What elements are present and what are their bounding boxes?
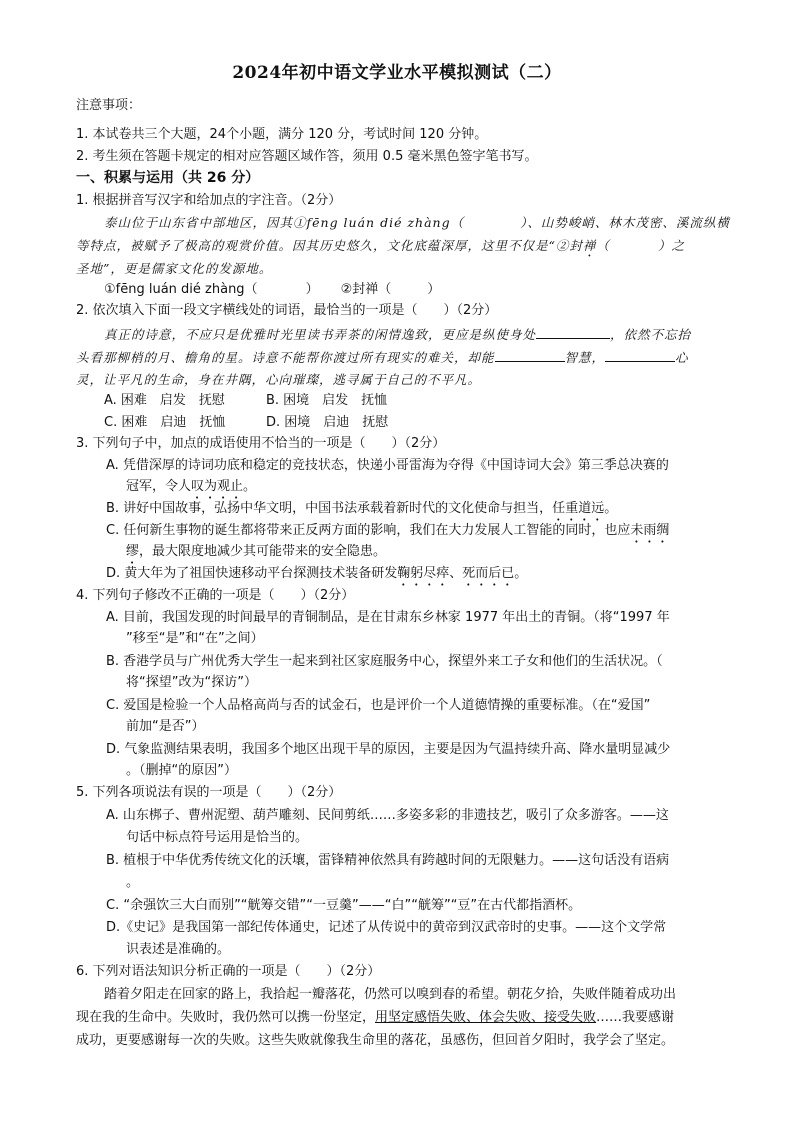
question-4-option-c-cont: 前加“是否”） — [126, 719, 205, 734]
fill-blank — [495, 347, 565, 362]
dotted-idiom: 未雨绸 — [630, 523, 670, 538]
fill-blank — [536, 324, 610, 339]
question-4-option-c: C. 爱国是检验一个人品格高尚与否的试金石，也是评价一个人道德情操的重要标准。（在“爱国” — [106, 698, 651, 713]
fill-blank — [605, 347, 675, 362]
question-2-options — [104, 391, 387, 411]
question-6-passage-line: 踏着夕阳走在回家的路上，我拾起一瓣落花，仍然可以嗅到春的希望。朝花夕拾，失败伴随着成功出 — [104, 987, 677, 1002]
section-heading: 一、积累与运用（共 26 分） — [76, 170, 260, 186]
question-5-option-d-cont: 识表述是准确的。 — [126, 942, 231, 957]
question-5-option-d: D.《史记》是我国第一部纪传体通史，记述了从传说中的黄帝到汉武帝时的史事。——这个文学常 — [106, 920, 667, 935]
question-2-stem: 2. 依次填入下面一段文字横线处的词语，最恰当的一项是（ ）（2分） — [76, 303, 498, 318]
question-6-stem: 6. 下列对语法知识分析正确的一项是（ ）（2分） — [76, 964, 381, 979]
question-2-passage-line: 头看那柳梢的月、檐角的星。诗意不能帮你渡过所有现实的难关，却能 智慧， 心 — [76, 347, 689, 368]
question-4-stem: 4. 下列句子修改不正确的一项是（ ）（2分） — [76, 588, 355, 603]
question-1-stem: 1. 根据拼音写汉字和给加点的字注音。（2分） — [76, 193, 342, 208]
dotted-idiom: 鞠躬尽瘁、死而后已 — [397, 566, 515, 581]
dotted-character: 禅 — [582, 238, 597, 253]
question-5-option-c: C. “余强饮三大白而别”“觥筹交错”“一豆羹”——“白”“觥筹”“豆”在古代都指酒杯。 — [106, 898, 582, 913]
question-2-passage-line: 灵，让平凡的生命，身在井隅，心向璀璨，逃寻属于自己的不平凡。 — [76, 372, 482, 387]
underlined-phrase: 用坚定感悟失败、体会失败、接受失败 — [375, 1010, 597, 1025]
question-3-option-a: A. 凭借深厚的诗词功底和稳定的竞技状态，快递小哥雷海为夺得《中国诗词大会》第三季总决赛的 — [106, 458, 669, 473]
question-1-passage-line: 泰山位于山东省中部地区，因其①fēng luán dié zhàng（ ）、山势峻峭、林木茂密、溪流纵横 — [104, 215, 730, 230]
question-3-option-a-cont: 冠军，令人叹为观止。 — [126, 479, 257, 494]
option-b: B. 困境 启发 抚恤 — [266, 393, 388, 408]
question-5-option-a-cont: 句话中标点符号运用是恰当的。 — [126, 830, 309, 845]
question-3-option-b: B. 讲好中国故事，弘扬中华文明，中国书法承载着新时代的文化使命与担当，任重道远。 — [106, 501, 618, 516]
question-2-passage-line: 真正的诗意，不应只是优雅时光里读书弄茶的闲情逸致，更应是纵使身处 ，依然不忘抬 — [104, 324, 691, 345]
dotted-idiom: 任重道远 — [552, 501, 605, 516]
question-5-option-a: A. 山东梆子、曹州泥塑、葫芦雕刻、民间剪纸……多姿多彩的非遗技艺，吸引了众多游客。——这 — [106, 808, 669, 823]
question-3-stem: 3. 下列句子中，加点的成语使用不恰当的一项是（ ）（2分） — [76, 436, 446, 451]
notice-item-1: 1. 本试卷共三个大题，24个小题，满分 120 分，考试时间 120 分钟。 — [76, 127, 488, 142]
question-5-stem: 5. 下列各项说法有误的一项是（ ）（2分） — [76, 785, 342, 800]
notice-heading: 注意事项： — [76, 98, 142, 113]
question-6-passage-line: 现在我的生命中。失败时，我仍然可以携一份坚定，用坚定感悟失败、体会失败、接受失败……我要感谢 — [76, 1010, 675, 1025]
question-4-option-b: B. 香港学员与广州优秀大学生一起来到社区家庭服务中心，探望外来工子女和他们的生活状况。（ — [106, 654, 663, 669]
question-1-passage-line: 圣地”，更是儒家文化的发源地。 — [76, 261, 273, 276]
page-title: 2024年初中语文学业水平模拟测试（二） — [232, 63, 562, 83]
question-4-option-d-cont: 。（删掉“的原因”） — [126, 763, 237, 778]
question-3-option-c: C. 任何新生事物的诞生都将带来正反两方面的影响，我们在大力发展人工智能的同时，也应未雨绸 — [106, 523, 670, 538]
question-4-option-a: A. 目前，我国发现的时间最早的青铜制品，是在甘肃东乡林家 1977 年出土的青铜。（将“1997 年 — [106, 610, 670, 625]
question-3-option-c-cont: 缪，最大限度地减少其可能带来的安全隐患。 — [126, 544, 387, 559]
question-2-options — [104, 413, 388, 433]
question-4-option-a-cont: ”移至“是”和“在”之间） — [126, 631, 264, 646]
question-1-passage-line: 等特点，被赋予了极高的观赏价值。因其历史悠久，文化底蕴深厚，这里不仅是“②封禅（ ）之 — [76, 238, 685, 253]
notice-item-2: 2. 考生须在答题卡规定的相对应答题区域作答，须用 0.5 毫米黑色签字笔书写。 — [76, 149, 538, 164]
option-a: A. 困难 启发 抚慰 — [104, 393, 225, 408]
question-5-option-b: B. 植根于中华优秀传统文化的沃壤，雷锋精神依然具有跨越时间的无限魅力。——这句话没有语病 — [106, 853, 670, 868]
question-3-option-d: D. 黄大年为了祖国快速移动平台探测技术装备研发鞠躬尽瘁、死而后已。 — [106, 566, 528, 581]
question-1-answer-line: ①fēng luán dié zhàng（ ） ②封禅（ ） — [104, 282, 441, 297]
question-4-option-d: D. 气象监测结果表明，我国多个地区出现干旱的原因，主要是因为气温持续升高、降水量明显减少 — [106, 742, 671, 757]
dotted-idiom: 缪 — [126, 544, 140, 559]
option-c: C. 困难 启迪 抚恤 — [104, 415, 226, 430]
question-6-passage-line: 成功，更要感谢每一次的失败。这些失败就像我生命里的落花，虽感伤，但回首夕阳时，我学会了坚定。 — [76, 1033, 675, 1048]
dotted-idiom: 叹为观止 — [191, 479, 244, 494]
question-5-option-b-cont: 。 — [126, 875, 140, 890]
question-4-option-b-cont: 将“探望”改为“探访”） — [126, 675, 257, 690]
option-d: D. 困境 启迪 抚慰 — [266, 415, 389, 430]
